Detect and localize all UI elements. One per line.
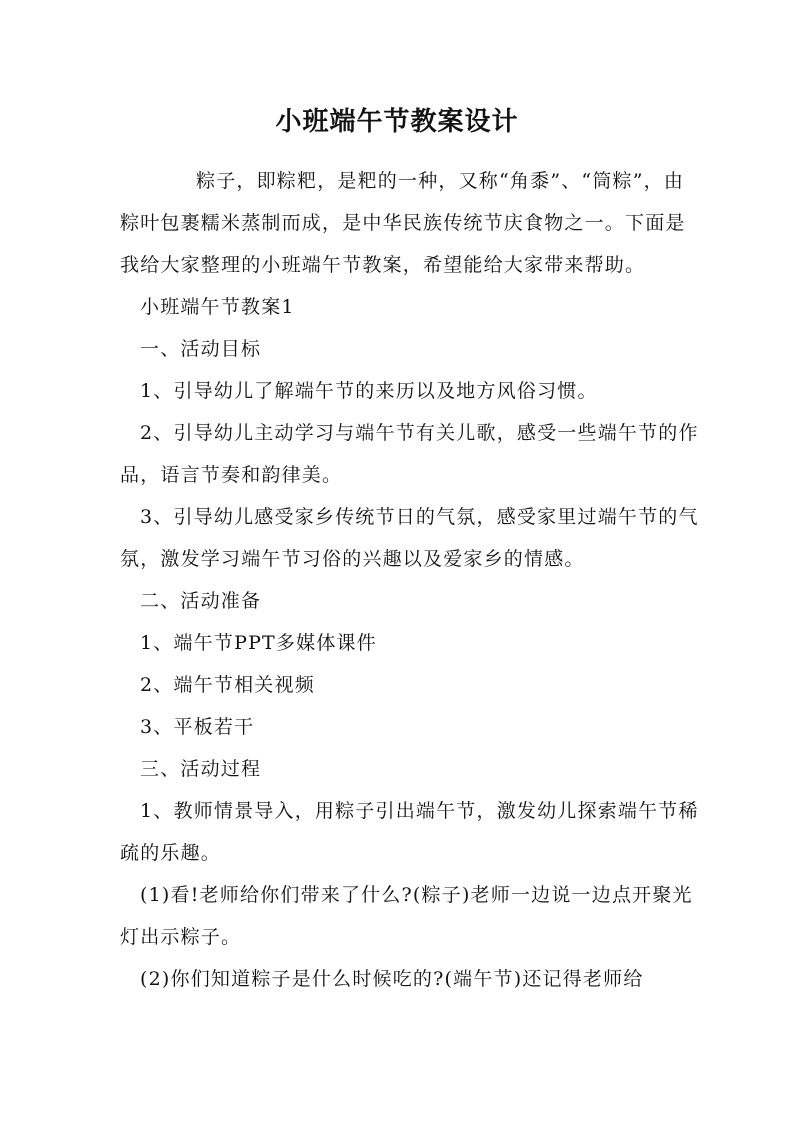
process-subitem-2: (2)你们知道粽子是什么时候吃的?(端午节)还记得老师给 xyxy=(140,968,644,990)
goal-item-2: 2、引导幼儿主动学习与端午节有关儿歌，感受一些端午节的作品，语言节奏和韵律美。 xyxy=(120,422,699,486)
document-title: 小班端午节教案设计 xyxy=(275,107,519,137)
preparation-item-1: 1、端午节PPT多媒体课件 xyxy=(140,632,377,654)
section-heading-goals: 一、活动目标 xyxy=(140,338,262,360)
process-subitem-1: (1)看!老师给你们带来了什么?(粽子)老师一边说一边点开聚光灯出示粽子。 xyxy=(120,884,693,948)
goal-item-1: 1、引导幼儿了解端午节的来历以及地方风俗习惯。 xyxy=(140,380,598,402)
section-heading-preparation: 二、活动准备 xyxy=(140,590,262,612)
goal-item-3: 3、引导幼儿感受家乡传统节日的气氛，感受家里过端午节的气氛，激发学习端午节习俗的兴趣以及爱家乡的情感。 xyxy=(120,506,699,570)
document-body xyxy=(120,160,700,1000)
section-heading-lesson-1: 小班端午节教案1 xyxy=(140,296,295,318)
preparation-item-2: 2、端午节相关视频 xyxy=(140,674,315,696)
process-item-1: 1、教师情景导入，用粽子引出端午节，激发幼儿探索端午节稀疏的乐趣。 xyxy=(120,800,699,864)
preparation-item-3: 3、平板若干 xyxy=(140,716,255,738)
section-heading-process: 三、活动过程 xyxy=(140,758,262,780)
intro-paragraph: 粽子，即粽粑，是粑的一种，又称“角黍”、“筒粽”，由粽叶包裹糯米蒸制而成，是中华民族传统节庆食物之一。下面是我给大家整理的小班端午节教案，希望能给大家带来帮助。 xyxy=(120,170,686,276)
